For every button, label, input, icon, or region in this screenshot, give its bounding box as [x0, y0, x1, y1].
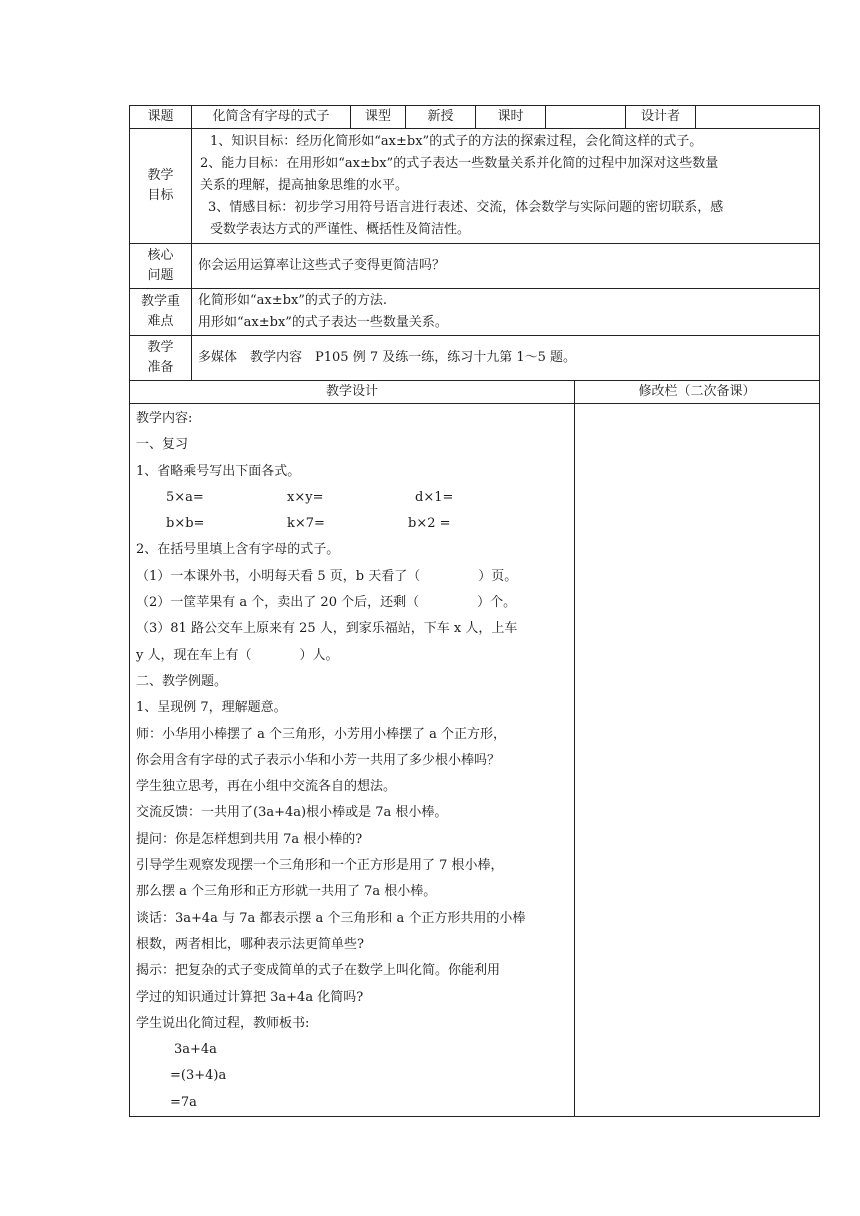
period-value [546, 106, 626, 129]
core-question: 你会运用运算率让这些式子变得更简洁吗？ [192, 244, 820, 289]
objective-ability-cont: 关系的理解，提高抽象思维的水平。 [200, 178, 409, 193]
period-label: 课时 [476, 106, 546, 129]
exercise-2-q1: （1）一本课外书，小明每天看 5 页，b 天看了（ ）页。 [136, 568, 518, 584]
design-content [130, 404, 575, 1117]
design-column-title: 教学设计 [130, 381, 575, 404]
section-examples: 二、教学例题。 [136, 673, 228, 689]
key-point-1: 化简形如“ax±bx”的式子的方法. [198, 293, 388, 308]
expr-5a: 5×a= [166, 489, 204, 505]
design-body-row [130, 404, 820, 1117]
expr-bb: b×b= [166, 516, 205, 532]
type-label: 课型 [351, 106, 406, 129]
design-table [129, 380, 820, 1117]
board-step-1: 3a+4a [174, 1042, 217, 1058]
content-heading: 教学内容: [136, 411, 193, 426]
designer-label: 设计者 [626, 106, 696, 129]
exercise-2-q3-cont: y 人，现在车上有（ ）人。 [136, 647, 339, 663]
teacher-prompt-cont: 你会用含有字母的式子表示小华和小芳一共用了多少根小棒吗？ [136, 752, 501, 768]
key-row [130, 289, 820, 336]
prep-row [130, 336, 820, 381]
feedback: 交流反馈：一共用了(3a+4a)根小棒或是 7a 根小棒。 [136, 805, 448, 821]
expr-xy: x×y= [287, 489, 324, 505]
lesson-plan-table [129, 105, 820, 381]
design-header-row [130, 381, 820, 404]
lesson-plan-sheet [129, 105, 819, 1117]
topic-value: 化简含有字母的式子 [192, 106, 351, 129]
exercise-1-title: 1、省略乘号写出下面各式。 [136, 463, 301, 479]
topic-label: 课题 [130, 106, 192, 129]
teacher-prompt: 师：小华用小棒摆了 a 个三角形，小芳用小棒摆了 a 个正方形， [136, 726, 507, 742]
type-value: 新授 [406, 106, 476, 129]
expr-k7: k×7= [287, 516, 325, 532]
revision-column-title: 修改栏（二次备课） [575, 381, 820, 404]
section-review: 一、复习 [136, 437, 189, 453]
talk: 谈话：3a+4a 与 7a 都表示摆 a 个三角形和 a 个正方形共用的小棒 [136, 910, 526, 926]
reveal-cont: 学过的知识通过计算把 3a+4a 化简吗? [136, 989, 364, 1005]
talk-cont: 根数，两者相比，哪种表示法更简单些? [136, 936, 364, 952]
prep-content: 多媒体 教学内容 P105 例 7 及练一练，练习十九第 1～5 题。 [192, 336, 820, 381]
objectives-label: 教学目标 [130, 129, 192, 244]
board-step-3: =7a [170, 1094, 197, 1110]
objective-knowledge: 1、知识目标：经历化简形如“ax±bx”的式子的方法的探索过程，会化简这样的式子。 [210, 134, 703, 149]
exercise-1-row-2 [136, 511, 568, 537]
key-point-2: 用形如“ax±bx”的式子表达一些数量关系。 [198, 315, 448, 330]
core-row [130, 244, 820, 289]
header-row [130, 106, 820, 129]
reveal: 揭示：把复杂的式子变成简单的式子在数学上叫化简。你能利用 [136, 963, 501, 979]
core-label: 核心问题 [130, 244, 192, 289]
objectives-row [130, 129, 820, 244]
revision-column [575, 404, 820, 1117]
objective-emotion: 3、情感目标：初步学习用符号语言进行表述、交流，体会数学与实际问题的密切联系，感 [208, 200, 724, 215]
student-simplify: 学生说出化简过程，教师板书: [136, 1015, 310, 1031]
guide: 引导学生观察发现摆一个三角形和一个正方形是用了 7 根小棒， [136, 858, 504, 874]
board-step-2: =(3+4)a [170, 1068, 227, 1084]
exercise-2-title: 2、在括号里填上含有字母的式子。 [136, 542, 340, 558]
exercise-1-row-1 [136, 485, 568, 511]
objective-ability: 2、能力目标：在用形如“ax±bx”的式子表达一些数量关系并化简的过程中加深对这些数量 [200, 156, 719, 171]
guide-cont: 那么摆 a 个三角形和正方形就一共用了 7a 根小棒。 [136, 884, 437, 900]
exercise-2-q3: （3）81 路公交车上原来有 25 人，到家乐福站，下车 x 人，上车 [136, 621, 518, 637]
example-7-intro: 1、呈现例 7，理解题意。 [136, 700, 287, 716]
expr-b2: b×2 = [408, 516, 451, 532]
designer-value [696, 106, 820, 129]
prep-label: 教学准备 [130, 336, 192, 381]
question: 提问：你是怎样想到共用 7a 根小棒的? [136, 831, 363, 847]
key-label: 教学重难点 [130, 289, 192, 336]
exercise-2-q2: （2）一筐苹果有 a 个，卖出了 20 个后，还剩（ ）个。 [136, 595, 517, 611]
expr-d1: d×1= [415, 489, 454, 505]
student-think: 学生独立思考，再在小组中交流各自的想法。 [136, 779, 397, 795]
objective-emotion-cont: 受数学表达方式的严谨性、概括性及简洁性。 [210, 222, 471, 237]
objectives-content [192, 129, 820, 244]
key-content [192, 289, 820, 336]
